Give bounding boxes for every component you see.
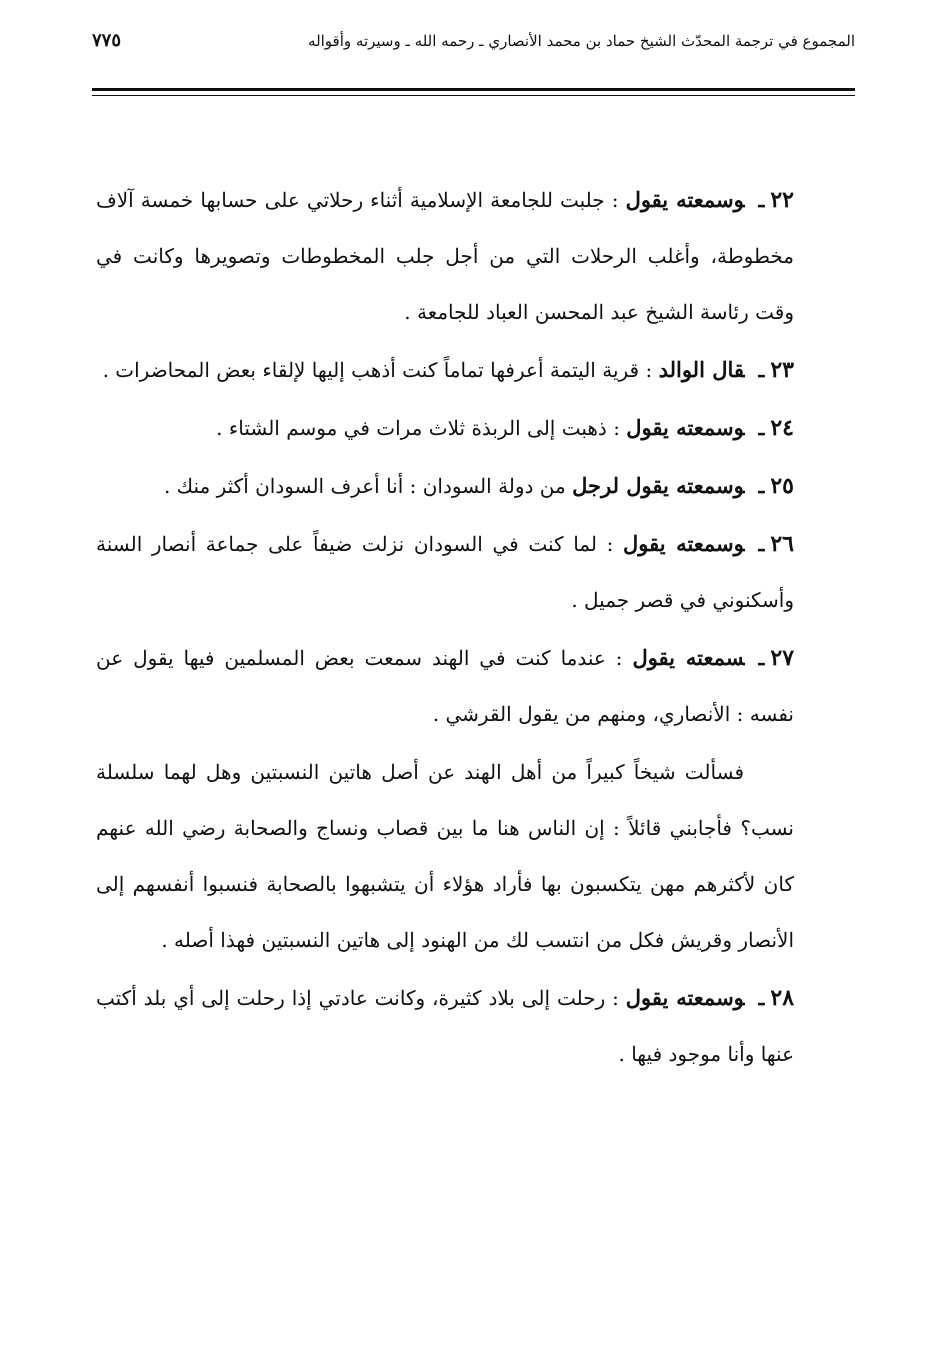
entry-text: : قرية اليتمة أعرفها تماماً كنت أذهب إليها لإلقاء بعض المحاضرات . xyxy=(102,358,653,382)
entry-speaker: وسمعته يقول xyxy=(626,415,745,440)
entry-speaker: وسمعته يقول xyxy=(625,985,745,1010)
entry-speaker: وسمعته يقول لرجل xyxy=(572,473,745,498)
entry-dash: ـ xyxy=(758,358,765,382)
entry-25 xyxy=(96,458,794,514)
entry-number: ٢٨ xyxy=(770,985,795,1011)
entry-dash: ـ xyxy=(758,416,765,440)
entry-number: ٢٦ xyxy=(770,531,794,557)
entry-text: فسألت شيخاً كبيراً من أهل الهند عن أصل هاتين النسبتين وهل لهما سلسلة نسب؟ فأجابني قائلاً : إن الناس هنا ما بين قصاب ونساج والصحابة رضي الله عنهم كان لأكثرهم مهن يتكسبون بها فأراد هؤلاء أن يتشبهوا بالصحابة فنسبوا أنفسهم إلى الأنصار وقريش فكل من انتسب لك من الهنود إلى هاتين النسبتين فهذا أصله . xyxy=(96,760,794,952)
entry-24 xyxy=(96,400,794,456)
entry-number: ٢٢ xyxy=(770,187,794,213)
entry-27 xyxy=(96,630,794,742)
entry-text: من دولة السودان : أنا أعرف السودان أكثر منك . xyxy=(163,474,566,498)
entry-23 xyxy=(96,342,794,398)
header-rule-thick xyxy=(92,88,855,91)
entry-text: : جلبت للجامعة الإسلامية أثناء رحلاتي على حسابها خمسة آلاف مخطوطة، وأغلب الرحلات التي من أجل جلب المخطوطات وتصويرها وكانت في وقت رئاسة الشيخ عبد المحسن العباد للجامعة . xyxy=(96,188,794,324)
running-title: المجموع في ترجمة المحدّث الشيخ حماد بن محمد الأنصاري ـ رحمه الله ـ وسيرته وأقواله xyxy=(308,31,855,50)
entry-text: : رحلت إلى بلاد كثيرة، وكانت عادتي إذا رحلت إلى أي بلد أكتب عنها وأنا موجود فيها . xyxy=(96,986,794,1066)
entry-speaker: وسمعته يقول xyxy=(623,531,745,556)
entry-26 xyxy=(96,516,794,628)
entry-number: ٢٧ xyxy=(770,645,795,671)
entry-dash: ـ xyxy=(758,188,765,212)
header-rule-thin xyxy=(92,95,855,96)
entry-number: ٢٣ xyxy=(770,357,794,383)
entry-dash: ـ xyxy=(758,646,765,670)
entry-dash: ـ xyxy=(758,474,765,498)
entry-speaker: وسمعته يقول xyxy=(625,187,745,212)
entry-27-continuation xyxy=(96,744,794,968)
running-header xyxy=(92,30,855,51)
entry-text: : عندما كنت في الهند سمعت بعض المسلمين فيها يقول عن نفسه : الأنصاري، ومنهم من يقول القرشي . xyxy=(96,646,794,726)
entry-speaker: سمعته يقول xyxy=(632,645,745,670)
entry-22 xyxy=(96,172,794,340)
page-number: ٧٧٥ xyxy=(92,30,122,51)
entry-text: : لما كنت في السودان نزلت ضيفاً على جماعة أنصار السنة وأسكنوني في قصر جميل . xyxy=(96,532,794,612)
entry-dash: ـ xyxy=(758,986,765,1010)
entry-dash: ـ xyxy=(758,532,765,556)
entry-text: : ذهبت إلى الربذة ثلاث مرات في موسم الشتاء . xyxy=(216,416,620,440)
page-body xyxy=(96,172,794,1084)
entry-number: ٢٤ xyxy=(770,415,794,441)
entry-speaker: قال الوالد xyxy=(658,357,745,382)
entry-number: ٢٥ xyxy=(770,473,794,499)
entry-28 xyxy=(96,970,794,1082)
